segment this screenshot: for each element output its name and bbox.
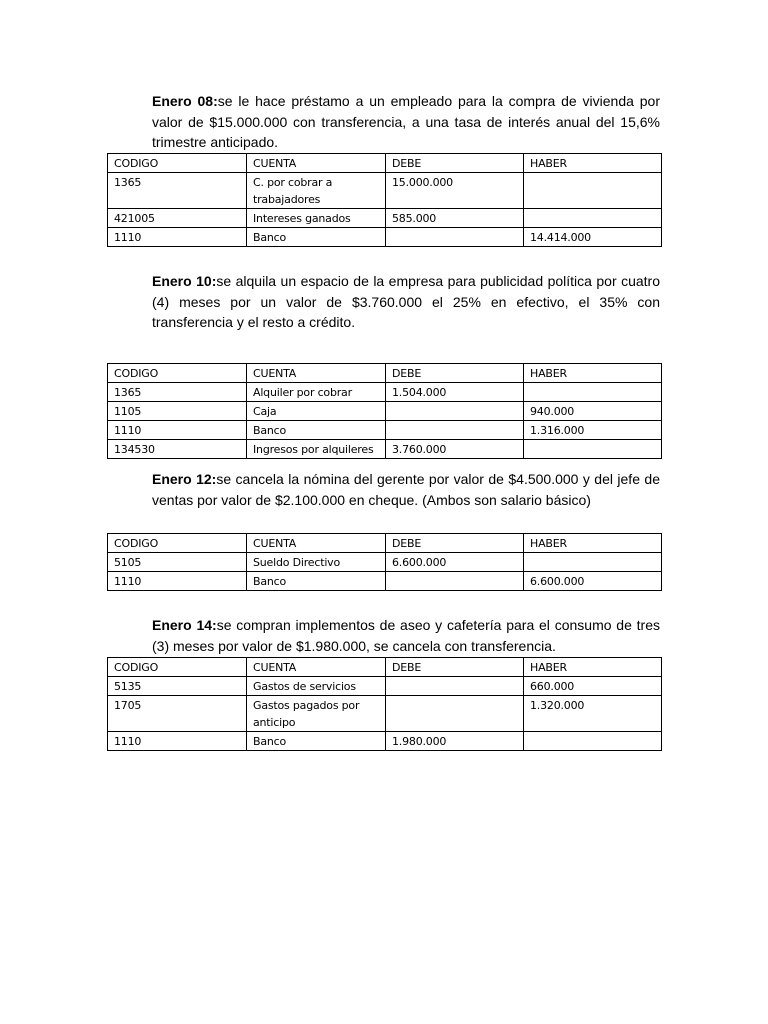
cell-haber	[524, 209, 662, 228]
cell-haber	[524, 173, 662, 209]
table-row	[108, 402, 662, 421]
cell-debe	[386, 572, 524, 591]
entry-text: se cancela la nómina del gerente por valor de $4.500.000 y del jefe de ventas por valor de $2.100.000 en cheque. (Ambos son salario básico)	[152, 471, 660, 508]
entry-text: se compran implementos de aseo y cafetería para el consumo de tres (3) meses por valor de $1.980.000, se cancela con transferencia.	[152, 617, 660, 654]
cell-codigo: 5135	[108, 677, 247, 696]
table-row	[108, 421, 662, 440]
cell-cuenta: Banco	[247, 228, 386, 247]
cell-haber: 1.316.000	[524, 421, 662, 440]
header-cuenta: CUENTA	[247, 534, 386, 553]
cell-codigo: 421005	[108, 209, 247, 228]
table-header-row	[108, 154, 662, 173]
journal-table	[107, 153, 662, 247]
cell-debe	[386, 677, 524, 696]
cell-cuenta: Banco	[247, 421, 386, 440]
cell-codigo: 1365	[108, 383, 247, 402]
table-header-row	[108, 364, 662, 383]
cell-debe: 1.504.000	[386, 383, 524, 402]
header-haber: HABER	[524, 658, 662, 677]
cell-haber: 940.000	[524, 402, 662, 421]
cell-cuenta: Banco	[247, 572, 386, 591]
cell-debe: 585.000	[386, 209, 524, 228]
header-debe: DEBE	[386, 658, 524, 677]
cell-codigo: 1110	[108, 732, 247, 751]
entry-description	[152, 469, 660, 510]
header-codigo: CODIGO	[108, 154, 247, 173]
entry-date: Enero 12:	[152, 471, 217, 487]
table-row	[108, 209, 662, 228]
entry-description	[152, 271, 660, 333]
cell-cuenta: C. por cobrar a trabajadores	[247, 173, 386, 209]
entry-date: Enero 08:	[152, 93, 218, 109]
cell-haber	[524, 732, 662, 751]
header-debe: DEBE	[386, 154, 524, 173]
header-debe: DEBE	[386, 364, 524, 383]
journal-table	[107, 657, 662, 751]
table-row	[108, 553, 662, 572]
cell-debe	[386, 421, 524, 440]
header-haber: HABER	[524, 364, 662, 383]
header-haber: HABER	[524, 534, 662, 553]
cell-cuenta: Gastos de servicios	[247, 677, 386, 696]
cell-codigo: 5105	[108, 553, 247, 572]
cell-debe: 15.000.000	[386, 173, 524, 209]
cell-cuenta: Intereses ganados	[247, 209, 386, 228]
cell-haber: 1.320.000	[524, 696, 662, 732]
cell-debe	[386, 228, 524, 247]
cell-debe	[386, 402, 524, 421]
entry-date: Enero 14:	[152, 617, 217, 633]
cell-haber: 6.600.000	[524, 572, 662, 591]
cell-debe: 3.760.000	[386, 440, 524, 459]
header-cuenta: CUENTA	[247, 658, 386, 677]
header-codigo: CODIGO	[108, 534, 247, 553]
table-row	[108, 228, 662, 247]
cell-codigo: 1105	[108, 402, 247, 421]
entry-text: se alquila un espacio de la empresa para publicidad política por cuatro (4) meses por un valor de $3.760.000 el 25% en efectivo, el 35% con transferencia y el resto a crédito.	[152, 273, 660, 330]
cell-haber: 14.414.000	[524, 228, 662, 247]
header-codigo: CODIGO	[108, 658, 247, 677]
header-haber: HABER	[524, 154, 662, 173]
table-row	[108, 732, 662, 751]
cell-haber	[524, 440, 662, 459]
entry-description	[152, 615, 660, 656]
journal-table	[107, 533, 662, 591]
header-debe: DEBE	[386, 534, 524, 553]
header-cuenta: CUENTA	[247, 154, 386, 173]
cell-codigo: 1110	[108, 228, 247, 247]
cell-codigo: 1705	[108, 696, 247, 732]
header-codigo: CODIGO	[108, 364, 247, 383]
header-cuenta: CUENTA	[247, 364, 386, 383]
cell-codigo: 1110	[108, 421, 247, 440]
table-row	[108, 696, 662, 732]
cell-haber	[524, 383, 662, 402]
table-row	[108, 440, 662, 459]
cell-cuenta: Sueldo Directivo	[247, 553, 386, 572]
cell-codigo: 1110	[108, 572, 247, 591]
table-row	[108, 677, 662, 696]
entry-description	[152, 91, 660, 153]
cell-haber	[524, 553, 662, 572]
cell-cuenta: Ingresos por alquileres	[247, 440, 386, 459]
cell-cuenta: Alquiler por cobrar	[247, 383, 386, 402]
entry-text: se le hace préstamo a un empleado para la compra de vivienda por valor de $15.000.000 con transferencia, a una tasa de interés anual del 15,6% trimestre anticipado.	[152, 93, 660, 150]
cell-debe: 1.980.000	[386, 732, 524, 751]
table-row	[108, 173, 662, 209]
cell-cuenta: Gastos pagados por anticipo	[247, 696, 386, 732]
cell-debe: 6.600.000	[386, 553, 524, 572]
table-header-row	[108, 534, 662, 553]
table-header-row	[108, 658, 662, 677]
cell-cuenta: Caja	[247, 402, 386, 421]
cell-haber: 660.000	[524, 677, 662, 696]
table-row	[108, 572, 662, 591]
entry-date: Enero 10:	[152, 273, 217, 289]
cell-codigo: 134530	[108, 440, 247, 459]
cell-codigo: 1365	[108, 173, 247, 209]
journal-table	[107, 363, 662, 459]
cell-cuenta: Banco	[247, 732, 386, 751]
cell-debe	[386, 696, 524, 732]
table-row	[108, 383, 662, 402]
